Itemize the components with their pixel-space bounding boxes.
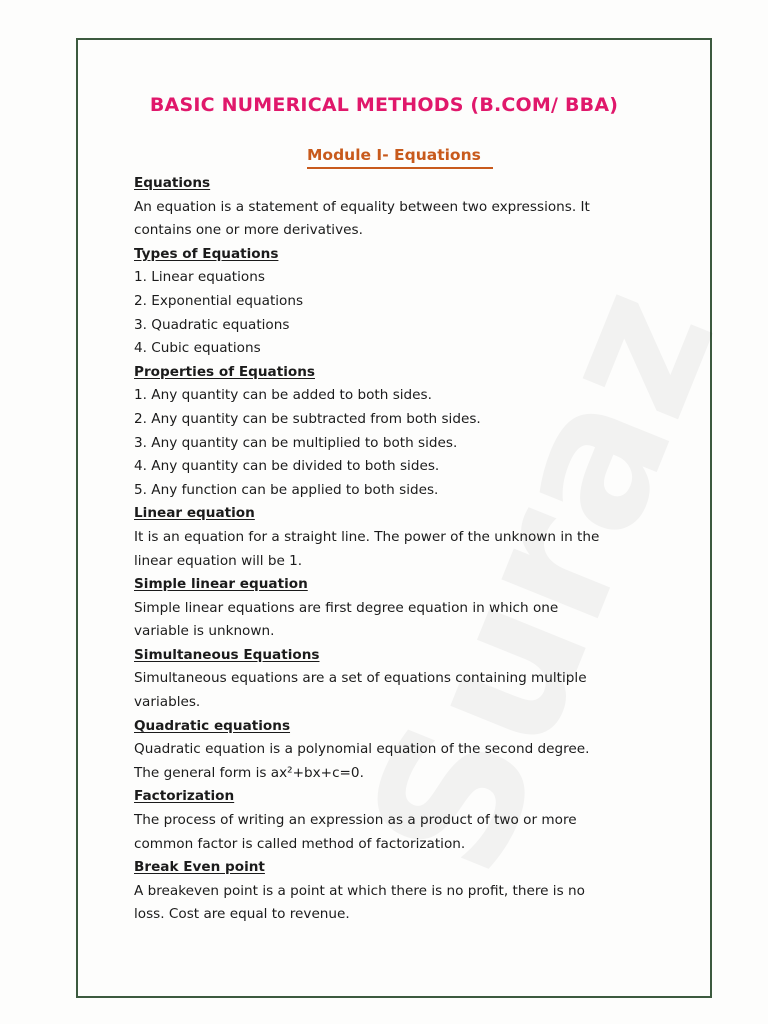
properties-item-5: 5. Any function can be applied to both sides. (134, 481, 439, 498)
types-item-1: 1. Linear equations (134, 269, 265, 286)
document-body (134, 172, 674, 927)
linear-line-2: linear equation will be 1. (134, 552, 303, 569)
factorization-line-2: common factor is called method of factorization. (134, 835, 466, 852)
properties-item-1: 1. Any quantity can be added to both sides. (134, 387, 432, 404)
simultaneous-line-2: variables. (134, 694, 201, 711)
simple-linear-line-1: Simple linear equations are first degree equation in which one (134, 599, 559, 616)
module-heading: Module I- Equations (307, 146, 481, 164)
section-heading-properties: Properties of Equations (134, 363, 315, 380)
equations-line-1: An equation is a statement of equality between two expressions. It (134, 198, 590, 215)
simple-linear-line-2: variable is unknown. (134, 623, 275, 640)
types-item-3: 3. Quadratic equations (134, 316, 290, 333)
properties-item-3: 3. Any quantity can be multiplied to both sides. (134, 434, 458, 451)
simultaneous-line-1: Simultaneous equations are a set of equations containing multiple (134, 670, 587, 687)
section-heading-types: Types of Equations (134, 245, 279, 262)
break-even-line-2: loss. Cost are equal to revenue. (134, 906, 350, 923)
section-heading-quadratic: Quadratic equations (134, 717, 291, 734)
properties-item-4: 4. Any quantity can be divided to both sides. (134, 458, 440, 475)
factorization-line-1: The process of writing an expression as a product of two or more (134, 812, 577, 829)
types-item-4: 4. Cubic equations (134, 340, 261, 357)
linear-line-1: It is an equation for a straight line. The power of the unknown in the (134, 528, 600, 545)
quadratic-line-2: The general form is ax²+bx+c=0. (134, 764, 364, 781)
equations-line-2: contains one or more derivatives. (134, 222, 363, 239)
types-item-2: 2. Exponential equations (134, 292, 304, 309)
section-heading-simultaneous: Simultaneous Equations (134, 646, 320, 663)
section-heading-simple-linear: Simple linear equation (134, 576, 308, 593)
properties-item-2: 2. Any quantity can be subtracted from both sides. (134, 410, 481, 427)
module-underline (307, 167, 493, 169)
section-heading-linear: Linear equation (134, 505, 255, 522)
quadratic-line-1: Quadratic equation is a polynomial equation of the second degree. (134, 741, 590, 758)
section-heading-equations: Equations (134, 175, 211, 191)
section-heading-break-even: Break Even point (134, 859, 265, 876)
document-title: BASIC NUMERICAL METHODS (B.COM/ BBA) (149, 94, 619, 116)
section-heading-factorization: Factorization (134, 788, 235, 805)
break-even-line-1: A breakeven point is a point at which there is no profit, there is no (134, 882, 585, 899)
